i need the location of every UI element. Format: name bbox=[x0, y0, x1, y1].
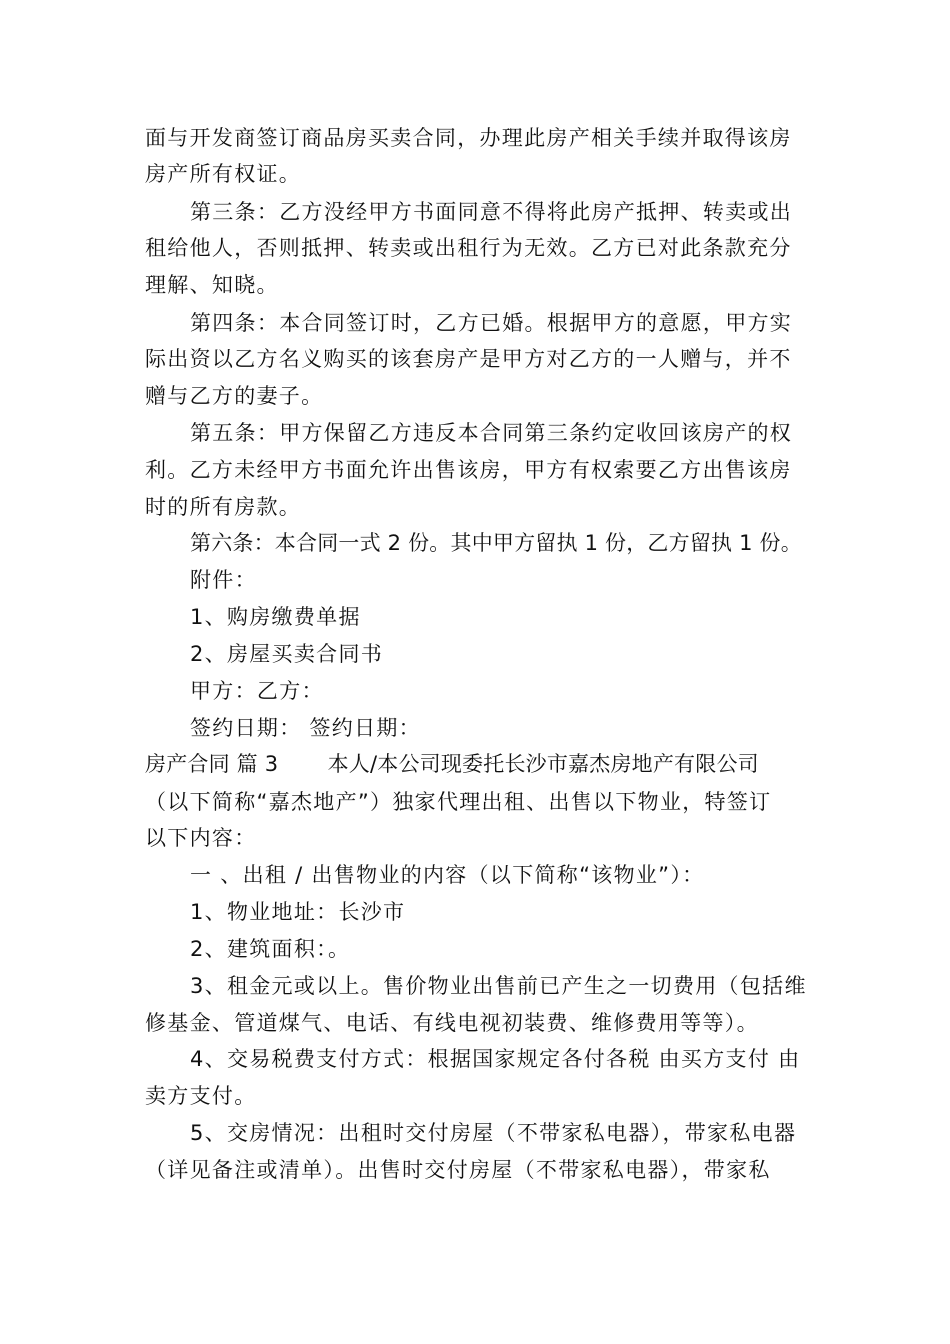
attachment-item: 1、购房缴费单据 bbox=[190, 605, 361, 629]
list-item: 5、交房情况：出租时交付房屋（不带家私电器），带家私电器 bbox=[190, 1121, 797, 1145]
list-item: 3、租金元或以上。售价物业出售前已产生之一切费用（包括维 bbox=[190, 974, 807, 998]
body-text-line: 时的所有房款。 bbox=[145, 495, 302, 519]
article-5-heading-line: 第五条：甲方保留乙方违反本合同第三条约定收回该房产的权 bbox=[190, 421, 793, 445]
list-item: 2、建筑面积：。 bbox=[190, 937, 351, 961]
body-text-line: 修基金、管道煤气、电话、有线电视初装费、维修费用等等）。 bbox=[145, 1011, 759, 1035]
body-text-line: 理解、知晓。 bbox=[145, 273, 279, 297]
body-text-line: 赠与乙方的妻子。 bbox=[145, 384, 324, 408]
article-3-heading-line: 第三条：乙方没经甲方书面同意不得将此房产抵押、转卖或出 bbox=[190, 200, 793, 224]
article-6-line: 第六条：本合同一式 2 份。其中甲方留执 1 份，乙方留执 1 份。 bbox=[190, 531, 802, 555]
attachments-heading: 附件： bbox=[190, 568, 257, 592]
list-item: 4、交易税费支付方式：根据国家规定各付各税 由买方支付 由 bbox=[190, 1047, 801, 1071]
body-text-line: 利。乙方未经甲方书面允许出售该房，甲方有权索要乙方出售该房 bbox=[145, 458, 792, 482]
body-text-line: 卖方支付。 bbox=[145, 1084, 257, 1108]
list-item: 1、物业地址：长沙市 bbox=[190, 900, 406, 924]
body-text-line: 面与开发商签订商品房买卖合同，办理此房产相关手续并取得该房 bbox=[145, 126, 792, 150]
party-signature-line: 甲方：乙方： bbox=[190, 679, 324, 703]
body-text-line: （以下简称“嘉杰地产”）独家代理出租、出售以下物业，特签订 bbox=[145, 790, 772, 814]
article-4-heading-line: 第四条：本合同签订时，乙方已婚。根据甲方的意愿，甲方实 bbox=[190, 311, 793, 335]
body-text-line: 租给他人，否则抵押、转卖或出租行为无效。乙方已对此条款充分 bbox=[145, 236, 792, 260]
body-text-line: 际出资以乙方名义购买的该套房产是甲方对乙方的一人赠与，并不 bbox=[145, 347, 792, 371]
signing-date-line: 签约日期： 签约日期： bbox=[190, 716, 421, 740]
clause-heading-line: 一 、出租 / 出售物业的内容（以下简称“该物业”）： bbox=[190, 863, 705, 887]
body-text-line: 以下内容： bbox=[145, 826, 257, 850]
body-text-line: 房产所有权证。 bbox=[145, 162, 302, 186]
body-text-line: （详见备注或清单）。出售时交付房屋（不带家私电器），带家私 bbox=[145, 1158, 771, 1182]
section-title-line: 房产合同 篇 3 本人/本公司现委托长沙市嘉杰房地产有限公司 bbox=[145, 752, 759, 776]
attachment-item: 2、房屋买卖合同书 bbox=[190, 642, 384, 666]
